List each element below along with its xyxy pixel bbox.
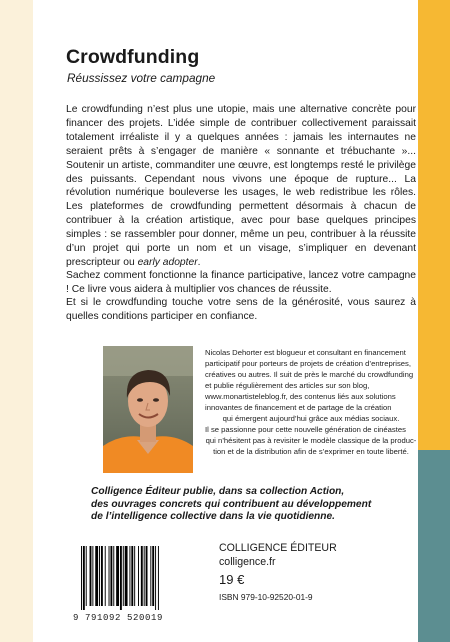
back-cover-page [33, 0, 418, 642]
publisher-name: COLLIGENCE ÉDITEUR [219, 542, 337, 554]
author-bio-line: qui n’hésitent pas à revisiter le modèle classique de la produc- [205, 435, 417, 445]
author-bio-line: et publie régulièrement des articles sur son blog, [205, 380, 370, 390]
publisher-collection-note [91, 486, 391, 524]
author-bio-line: qui émergent aujourd’hui grâce aux médias sociaux. [222, 413, 400, 423]
early-adopter-term: early adopter [137, 256, 198, 268]
blurb-paragraph-2: Sachez comment fonctionne la finance participative, lancez votre campagne ! Ce livre vous aidera à multiplier vos chances de réussite. [66, 270, 416, 295]
price: 19 € [219, 572, 245, 587]
barcode-bars [75, 544, 191, 610]
isbn-barcode [75, 544, 191, 622]
author-bio-line: tion et de la distribution afin de s’exprimer en toute liberté. [213, 446, 409, 456]
blurb-paragraph-1-end: . [197, 256, 201, 268]
publisher-note-line: Colligence Éditeur publie, dans sa collection Action, [91, 486, 345, 497]
author-bio-paragraph-1 [205, 348, 417, 425]
author-bio-paragraph-2 [205, 425, 417, 458]
blurb-paragraph-3: Et si le crowdfunding touche votre sens de la générosité, vous saurez à quelles conditions participer en confiance. [66, 297, 416, 322]
author-bio-line: créatives ou autres. Il suit de près le marché du crowdfunding [205, 369, 414, 379]
author-bio-line: www.monartisteleblog.fr, des contenus liés aux solutions [205, 391, 396, 401]
barcode-digits: 9 791092 520019 [73, 613, 164, 623]
publisher-note-line: des ouvrages concrets qui contribuent au développement [91, 498, 372, 510]
book-title: Crowdfunding [66, 46, 200, 68]
right-teal-band [418, 450, 450, 642]
author-bio [205, 348, 417, 458]
left-color-band [0, 0, 33, 642]
author-photo [103, 346, 193, 473]
author-bio-line: Nicolas Dehorter est blogueur et consultant en financement [205, 348, 406, 357]
blurb-paragraph-1 [66, 103, 416, 270]
book-subtitle: Réussissez votre campagne [67, 71, 216, 85]
blurb-paragraph-1-text: Le crowdfunding n’est plus une utopie, mais une alternative concrète pour financer des projets. L’idée simple de contribuer collectivement paraissait totalement irréaliste il y a quelques années : jamais les internautes ne seraient prêts à s’engager de manière « sonnante et trébuchante »... Soutenir un artiste, commanditer une œuvre, est longtemps resté le privilège des puissants. Cependant nous vivons une époque de rupture... La révolution numérique bouleverse les usages, le web redistribue les rôles. Les plateformes de crowdfunding permettent désormais à chacun de contribuer à la création artistique, avec pour base quelques principes simples : se rassembler pour donner, même un peu, contribuer à la réussite d’un projet qui porte un nom et un visage, s’impliquer en devenant prescripteur ou [66, 104, 416, 268]
publisher-note-line: de l’intelligence collective dans la vie quotidienne. [91, 511, 336, 522]
isbn-number: ISBN 979-10-92520-01-9 [219, 592, 313, 602]
publisher-url[interactable]: colligence.fr [219, 556, 276, 568]
right-yellow-band [418, 0, 450, 450]
author-bio-line: participatif pour porteurs de projets de création d’entreprises, [205, 358, 411, 368]
author-bio-line: innovantes de financement et de partage de la création [205, 402, 392, 412]
author-bio-line: Il se passionne pour cette nouvelle génération de cinéastes [205, 424, 406, 434]
